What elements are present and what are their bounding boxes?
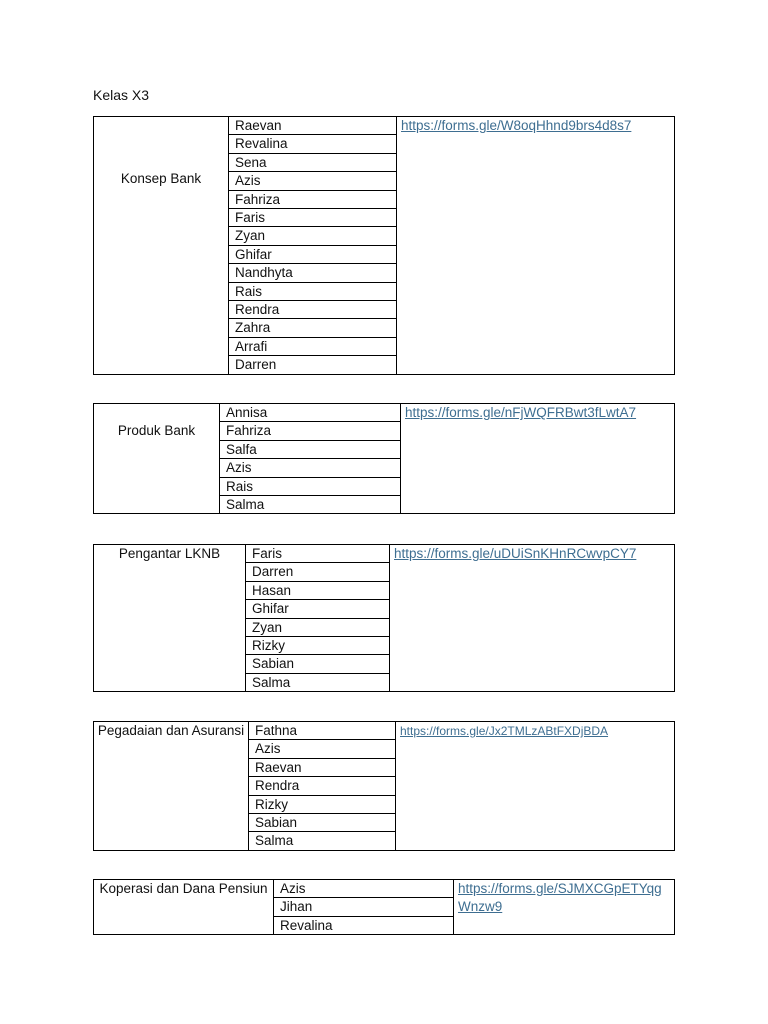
member-name-cell: Zyan: [229, 227, 397, 245]
member-name-cell: Azis: [229, 172, 397, 190]
member-name-cell: Revalina: [274, 916, 454, 934]
form-link[interactable]: https://forms.gle/Jx2TMLzABtFXDjBDA: [400, 724, 609, 738]
table-row: [94, 404, 675, 422]
member-name-cell: Rendra: [229, 301, 397, 319]
form-link-cell: [401, 404, 675, 514]
group-table-konsep-bank: [93, 116, 675, 375]
table-row: [94, 545, 675, 563]
member-name-cell: Azis: [249, 740, 396, 758]
member-rows: [94, 545, 675, 692]
member-name-cell: Arrafi: [229, 337, 397, 355]
form-link-cell: [397, 117, 675, 375]
group-table-pengantar-lknb: [93, 544, 675, 692]
member-name-cell: Salma: [246, 673, 390, 691]
member-name-cell: Sabian: [246, 655, 390, 673]
topic-cell: Koperasi dan Dana Pensiun: [94, 880, 274, 935]
member-name-cell: Nandhyta: [229, 264, 397, 282]
form-link[interactable]: https://forms.gle/W8oqHhnd9brs4d8s7: [401, 118, 632, 133]
form-link[interactable]: https://forms.gle/nFjWQFRBwt3fLwtA7: [405, 405, 637, 420]
topic-cell: Konsep Bank: [94, 117, 229, 375]
member-name-cell: Darren: [229, 356, 397, 374]
member-rows: [94, 880, 675, 935]
member-name-cell: Fahriza: [220, 422, 401, 440]
table-row: [94, 117, 675, 135]
member-name-cell: Jihan: [274, 898, 454, 916]
group-table-pegadaian-asuransi: [93, 721, 675, 851]
member-name-cell: Darren: [246, 563, 390, 581]
group-table-produk-bank: [93, 403, 675, 514]
member-name-cell: Revalina: [229, 135, 397, 153]
member-name-cell: Sabian: [249, 814, 396, 832]
member-rows: [94, 722, 675, 851]
member-rows: [94, 117, 675, 375]
member-name-cell: Faris: [246, 545, 390, 563]
member-name-cell: Raevan: [229, 117, 397, 135]
form-link-cell: [396, 722, 675, 851]
member-name-cell: Rizky: [249, 795, 396, 813]
form-link[interactable]: https://forms.gle/SJMXCGpETYqgWnzw9: [458, 881, 662, 915]
member-name-cell: Rais: [220, 477, 401, 495]
member-name-cell: Annisa: [220, 404, 401, 422]
form-link-cell: [390, 545, 675, 692]
member-name-cell: Rizky: [246, 637, 390, 655]
form-link-cell: [454, 880, 675, 935]
member-name-cell: Azis: [220, 459, 401, 477]
topic-cell: Pengantar LKNB: [94, 545, 246, 692]
member-name-cell: Salma: [220, 496, 401, 514]
table-row: [94, 722, 675, 740]
member-name-cell: Azis: [274, 880, 454, 898]
member-name-cell: Sena: [229, 153, 397, 171]
member-name-cell: Zahra: [229, 319, 397, 337]
member-name-cell: Salma: [249, 832, 396, 850]
member-name-cell: Salfa: [220, 440, 401, 458]
member-name-cell: Rendra: [249, 777, 396, 795]
member-name-cell: Ghifar: [246, 600, 390, 618]
member-name-cell: Faris: [229, 209, 397, 227]
topic-cell: Pegadaian dan Asuransi: [94, 722, 249, 851]
class-label: Kelas X3: [93, 87, 150, 103]
form-link[interactable]: https://forms.gle/uDUiSnKHnRCwvpCY7: [394, 546, 637, 561]
member-name-cell: Fahriza: [229, 190, 397, 208]
member-name-cell: Raevan: [249, 758, 396, 776]
member-rows: [94, 404, 675, 514]
topic-cell: Produk Bank: [94, 404, 220, 514]
member-name-cell: Hasan: [246, 581, 390, 599]
member-name-cell: Fathna: [249, 722, 396, 740]
table-row: [94, 880, 675, 898]
member-name-cell: Ghifar: [229, 245, 397, 263]
member-name-cell: Rais: [229, 282, 397, 300]
member-name-cell: Zyan: [246, 618, 390, 636]
group-table-koperasi-dana-pensiun: [93, 879, 675, 935]
